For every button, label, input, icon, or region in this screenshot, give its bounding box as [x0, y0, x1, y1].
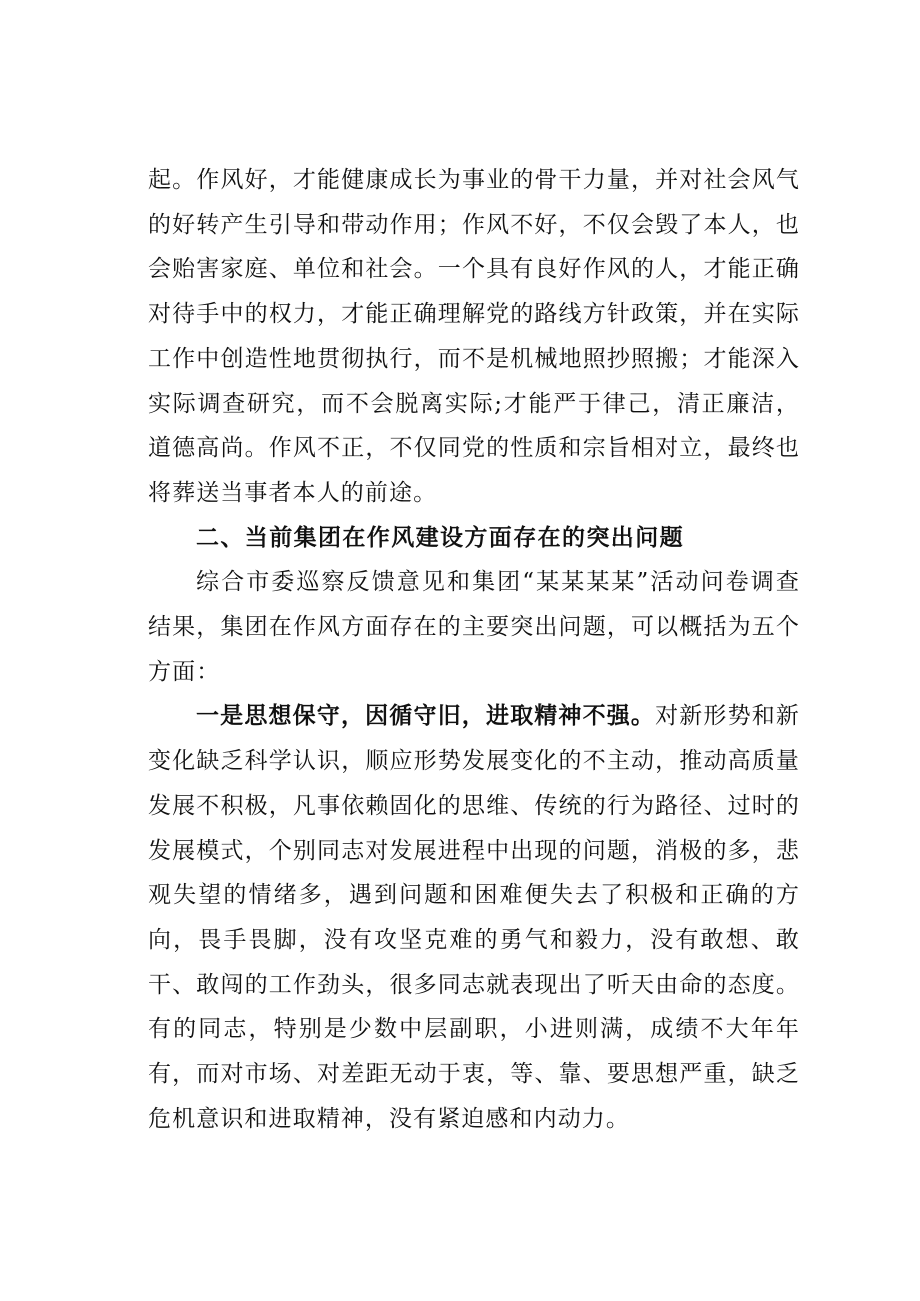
paragraph-summary: 综合市委巡察反馈意见和集团“某某某某”活动问卷调查结果，集团在作风方面存在的主要突出问题，可以概括为五个方面： [148, 569, 800, 685]
paragraph-continuation: 起。作风好，才能健康成长为事业的骨干力量，并对社会风气的好转产生引导和带动作用；作风不好，不仅会毁了本人，也会贻害家庭、单位和社会。一个具有良好作风的人，才能正确对待手中的权力，才能正确理解党的路线方针政策，并在实际工作中创造性地贯彻执行，而不是机械地照抄照搬；才能深入实际调查研究，而不会脱离实际;才能严于律己，清正廉洁，道德高尚。作风不正，不仅同党的性质和宗旨相对立，最终也将葬送当事者本人的前途。 [148, 167, 800, 506]
point-one-body: 对新形势和新变化缺乏科学认识，顺应形势发展变化的不主动，推动高质量发展不积极，凡事依赖固化的思维、传统的行为路径、过时的发展模式，个别同志对发展进程中出现的问题，消极的多，悲观失望的情绪多，遇到问题和困难便失去了积极和正确的方向，畏手畏脚，没有攻坚克难的勇气和毅力，没有敢想、敢干、敢闯的工作劲头，很多同志就表现出了听天由命的态度。有的同志，特别是少数中层副职，小进则满，成绩不大年年有，而对市场、对差距无动于衷，等、靠、要思想严重，缺乏危机意识和进取精神，没有紧迫感和内动力。 [148, 703, 800, 1132]
document-body [148, 158, 800, 1141]
point-one-lead: 一是思想保守，因循守旧，进取精神不强。 [196, 703, 656, 730]
paragraph-point-one [148, 694, 800, 1141]
section-heading: 二、当前集团在作风建设方面存在的突出问题 [196, 524, 684, 551]
